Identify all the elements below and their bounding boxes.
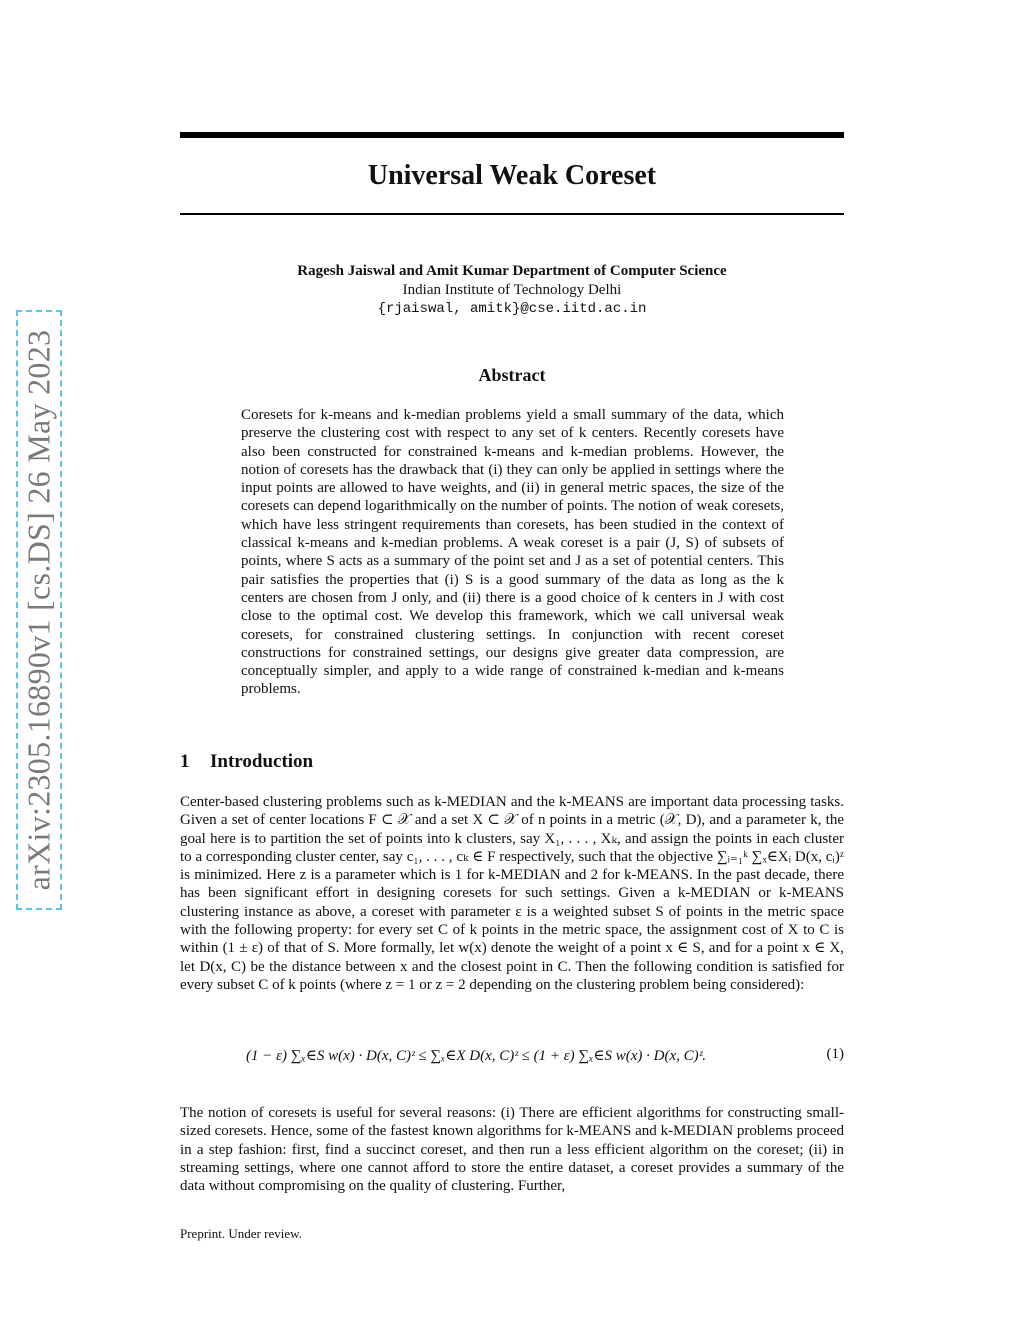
page-footer: Preprint. Under review. [180,1226,302,1241]
arxiv-id-text: arXiv:2305.16890v1 [cs.DS] 26 May 2023 [20,329,57,891]
author-block [180,262,844,319]
author-email: {rjaiswal, amitk}@cse.iitd.ac.in [377,301,647,317]
paragraph-text: The notion of coresets is useful for several reasons: (i) There are efficient algorithms for constructing small-sized coresets. Hence, some of the fastest known algorithms for k-MEANS and k-MEDIAN problems proceed in a step fashion: first, find a succinct coreset, and then run a less efficient algorithm on the coreset; (ii) in streaming settings, where one cannot afford to store the entire dataset, a coreset provides a summary of the data without compromising on the quality of clustering. Further, [180,1105,844,1195]
section-title: Introduction [210,751,314,772]
paper-title: Universal Weak Coreset [367,160,657,191]
abstract-heading: Abstract [478,365,546,385]
section-number: 1 [180,751,190,772]
paragraph-text: Center-based clustering problems such as k-MEDIAN and the k-MEANS are important data processing tasks. Given a set of center locations F ⊂ 𝒳 and a set X ⊂ 𝒳 of n points in a metric (𝒳, D), and a parameter k, the goal here is to partition the set of points into k clusters, say X₁, . . . , Xₖ, and assign the points in each cluster to a corresponding cluster center, say c₁, . . . , cₖ ∈ F respectively, such that the objective ∑ᵢ₌₁ᵏ ∑ₓ∈Xᵢ D(x, cᵢ)ᶻ is minimized. Here z is a parameter which is 1 for k-MEDIAN and 2 for k-MEANS. In the past decade, there has been significant effort in designing coresets for such settings. Given a k-MEDIAN or k-MEANS clustering instance as above, a coreset with parameter ε is a weighted subset S of points in the metric space with the following property: for every set C of k points in the metric space, the assignment cost of X to C is within (1 ± ε) of that of S. More formally, let w(x) denote the weight of a point x ∈ S, and for a point x ∈ X, let D(x, C) be the distance between x and the closest point in C. Then the following condition is satisfied for every subset C of k points (where z = 1 or z = 2 depending on the clustering problem being considered): [180,794,844,993]
section-heading [180,751,313,773]
abstract-paragraph: Coresets for k-means and k-median problems yield a small summary of the data, which preserve the clustering cost with respect to any set of k centers. Recently coresets have also been constructed for constrained k-means and k-median problems. However, the notion of coresets has the drawback that (i) they can only be applied in settings where the input points are allowed to have weights, and (ii) in general metric spaces, the size of the coresets can depend logarithmically on the number of points. The notion of weak coresets, which have less stringent requirements than coresets, has been studied in the context of classical k-means and k-median problems. A weak coreset is a pair (J, S) of subsets of points, where S acts as a summary of the point set and J as a set of potential centers. This pair satisfies the properties that (i) S is a good summary of the data as long as the k centers are chosen from J only, and (ii) there is a good choice of k centers in J with cost close to the optimal cost. We develop this framework, which we call universal weak coresets, for constrained clustering settings. In conjunction with recent coreset constructions for constrained settings, our designs give greater data compression, are conceptually simpler, and apply to a wide range of constrained k-median and k-means problems. [241,407,784,698]
title-bottom-rule [180,213,844,215]
arxiv-side-identifier [16,310,62,910]
equation-1 [180,1046,844,1086]
abstract-text [241,406,784,699]
equation-number: (1) [826,1046,844,1062]
author-names: Ragesh Jaiswal and Amit Kumar Department of Computer Science [297,263,727,279]
author-institution: Indian Institute of Technology Delhi [402,282,622,298]
intro-paragraph-2 [180,1104,844,1195]
equation-expression: (1 − ε) ∑ₓ∈S w(x) · D(x, C)ᶻ ≤ ∑ₓ∈X D(x, C)ᶻ ≤ (1 + ε) ∑ₓ∈S w(x) · D(x, C)ᶻ. [246,1048,706,1064]
title-top-rule [180,132,844,138]
intro-paragraph-1 [180,793,844,994]
